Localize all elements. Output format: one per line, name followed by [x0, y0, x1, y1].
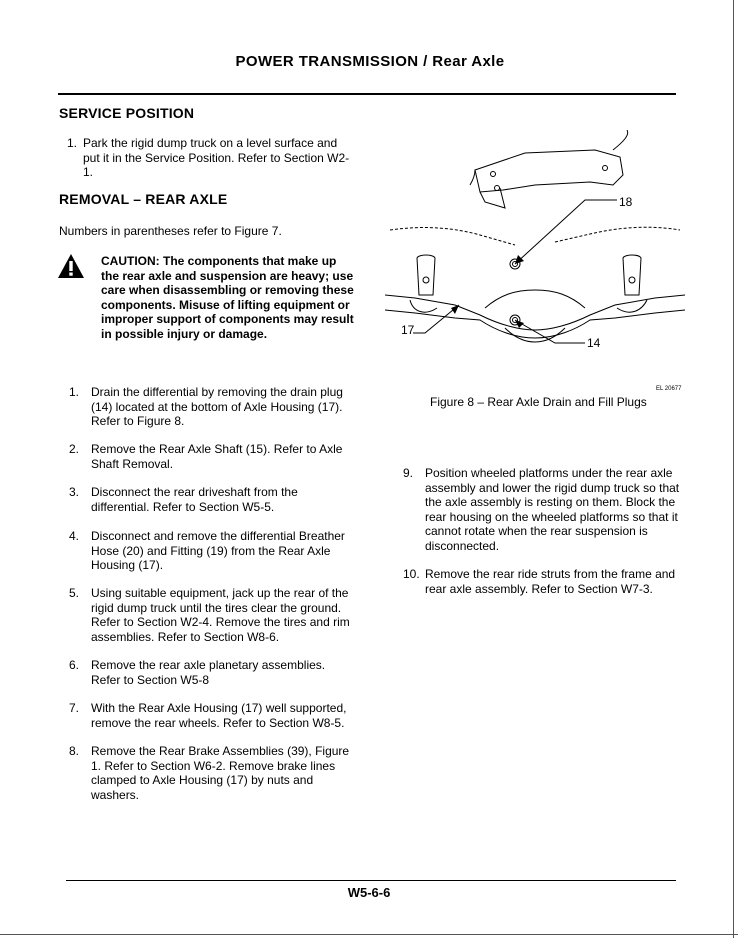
step-number: 4.: [69, 529, 80, 543]
step-text: Park the rigid dump truck on a level surface and put it in the Service Position. Refer to Section W2-1.: [83, 136, 350, 179]
figure-code: EL 20677: [656, 386, 682, 392]
step-number: 9.: [403, 466, 414, 480]
step-number: 8.: [69, 744, 80, 758]
step-number: 6.: [69, 658, 80, 672]
step-text: Remove the rear ride struts from the frame and rear axle assembly. Refer to Section W7-3.: [425, 567, 676, 596]
header-rule: [58, 93, 676, 95]
step-text: Position wheeled platforms under the rear axle assembly and lower the rigid dump truck so that the axle assembly is resting on them. Block the rear housing on the wheeled platforms so that it cannot rotate when the rear suspension is disconnected.: [425, 466, 680, 553]
page-border-bottom: [0, 934, 738, 935]
step-text: Remove the Rear Axle Shaft (15). Refer to Axle Shaft Removal.: [91, 442, 343, 471]
step-text: Disconnect and remove the differential Breather Hose (20) and Fitting (19) from the Rear Axle Housing (17).: [91, 529, 345, 572]
page-title: POWER TRANSMISSION / Rear Axle: [235, 53, 505, 70]
caution-icon: [57, 253, 85, 279]
step-number: 1.: [67, 136, 78, 150]
page-border-right: [733, 0, 734, 938]
removal-heading: REMOVAL – REAR AXLE: [59, 191, 228, 207]
step-text: Disconnect the rear driveshaft from the differential. Refer to Section W5-5.: [91, 485, 298, 514]
step-text: Remove the rear axle planetary assemblies. Refer to Section W5-8: [91, 658, 326, 687]
page-number: W5-6-6: [347, 885, 391, 900]
callout-14: 14: [587, 336, 601, 350]
step-number: 1.: [69, 385, 80, 399]
callout-17: 17: [401, 323, 415, 337]
step-text: Using suitable equipment, jack up the rear of the rigid dump truck until the tires clear the ground. Refer to Section W2-4. Remove the tires and rim assemblies. Refer to Section W8-6.: [91, 586, 350, 644]
figure-caption: Figure 8 – Rear Axle Drain and Fill Plugs: [430, 395, 647, 409]
footer-rule: [66, 880, 676, 881]
service-position-heading: SERVICE POSITION: [59, 105, 195, 121]
step-text: Remove the Rear Brake Assemblies (39), Figure 1. Refer to Section W6-2. Remove brake lines clamped to Axle Housing (17) by nuts and washers.: [91, 744, 350, 802]
step-number: 7.: [69, 701, 80, 715]
step-number: 5.: [69, 586, 80, 600]
callout-18: 18: [619, 195, 633, 209]
caution-text: CAUTION: The components that make up the rear axle and suspension are heavy; use care when disassembling or removing these components. Misuse of lifting equipment or improper support of components may result in possible injury or damage.: [101, 254, 354, 341]
step-number: 2.: [69, 442, 80, 456]
rear-axle-figure: [385, 130, 685, 395]
step-number: 10.: [403, 567, 420, 581]
step-text: Drain the differential by removing the drain plug (14) located at the bottom of Axle Housing (17). Refer to Figure 8.: [91, 385, 343, 428]
removal-intro: Numbers in parentheses refer to Figure 7.: [59, 224, 282, 238]
step-text: With the Rear Axle Housing (17) well supported, remove the rear wheels. Refer to Section W8-5.: [91, 701, 347, 730]
step-number: 3.: [69, 485, 80, 499]
